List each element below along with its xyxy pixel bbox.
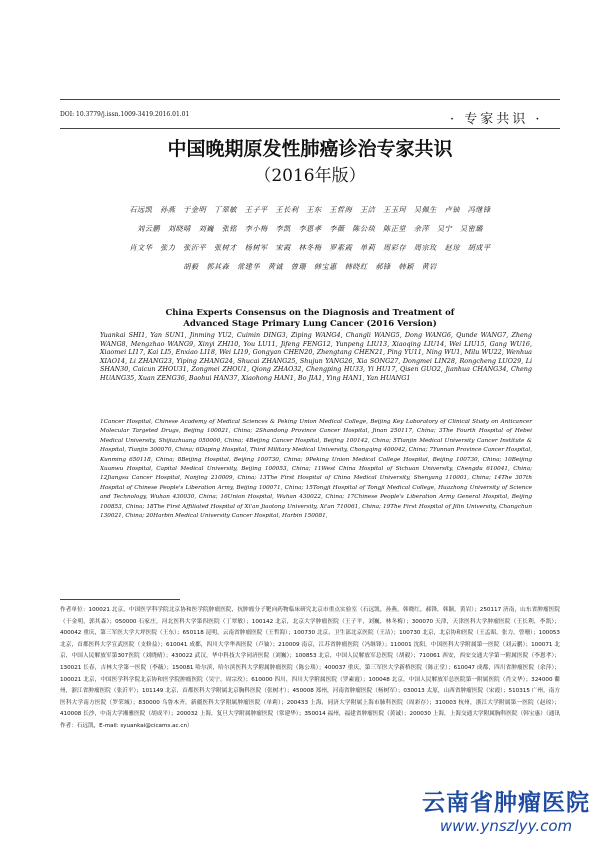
- authors-zh-line-2: 刘云鹏 刘晓晴 刘巍 张铭 李小梅 李凯 李恩孝 李薇 陈公琰 陈正堂 余萍 吴宁 吴密璐: [137, 224, 483, 233]
- article-edition-zh: （2016年版）: [254, 166, 366, 186]
- watermark: [404, 789, 608, 835]
- title-rule: [60, 128, 560, 129]
- authors-zh-line-1: 石远凯 孙燕 于金明 丁翠敏 王子平 王长利 王东 王哲海 王洁 王玉珂 吴佩生 卢铀 冯继锋: [129, 205, 491, 214]
- authors-zh-line-3: 肖文华 张力 张沂平 张树才 杨树军 宋霞 林冬梅 罗素霞 单莉 周彩存 周宗玫 赵琼 胡成平: [129, 243, 491, 252]
- affiliations-zh: 作者单位：100021 北京，中国医学科学院北京协和医学院肿瘤医院，抗肿瘤分子靶向药物临床研究北京市重点实验室（石远凯，孙燕，韩晓红，郝锋，韩颖，黄岩）；250117 济南，山东省肿瘤医院（于金明，郭其森）；050000 石家庄，河北医科大学第四医院（丁翠敏）；100142 北京，北京大学肿瘤医院（王子平，刘巍，林冬梅）；300070 天津，天津医科大学肿瘤医院（王长利，李凯）；400042 重庆，第三军医大学大坪医院（王东）；650118 昆明，云南省肿瘤医院（王哲海）；100730 北京，卫生部北京医院（王洁）；100730 北京，北京协和医院（王孟昭，张力，曾珊）；100053 北京，首都医科大学宣武医院（支修益）；610041 成都，四川大学华西医院（卢铀）；210009 南京，江苏省肿瘤医院（冯继锋）；110001 沈阳，中国医科大学附属第一医院（刘云鹏）；100071 北京，中国人民解放军第307医院（刘晓晴）；430022 武汉，华中科技大学同济医院（刘巍）；100853 北京，中国人民解放军总医院（胡毅）；710061 西安，西安交通大学第一附属医院（李恩孝）；130021 长春，吉林大学第一医院（李薇）；150081 哈尔滨，哈尔滨医科大学附属肿瘤医院（陈公琰）；400037 重庆，第三军医大学新桥医院（陈正堂）；610047 成都，四川省肿瘤医院（余萍）；100021 北京，中国医学科学院北京协和医学院肿瘤医院（吴宁，周宗玫）；610000 四川，四川大学附属医院（罗素霞）；100048 北京，中国人民解放军总医院第一附属医院（肖文华）；324000 衢州，浙江省肿瘤医院（张沂平）；101149 北京，首都医科大学附属北京胸科医院（张树才）；450008 郑州，河南省肿瘤医院（杨树军）；030013 太原，山西省肿瘤医院（宋霞）；510315 广州，南方医科大学南方医院（罗荣城）；830000 乌鲁木齐，新疆医科大学附属肿瘤医院（单莉）；200433 上海，同济大学附属上海市肺科医院（周彩存）；310003 杭州，浙江大学附属第一医院（赵琼）；410008 长沙，中南大学湘雅医院（胡成平）；200032 上海，复旦大学附属肿瘤医院（常建华）；350014 福州，福建省肿瘤医院（黄诚）；200030 上海，上海交通大学附属胸科医院（韩宝惠）（通讯作者：石远凯，E-mail: syuankai@cicams.ac.cn）: [60, 607, 560, 729]
- watermark-title: 云南省肿瘤医院: [422, 790, 590, 816]
- watermark-url: www.ynszlyy.com: [439, 817, 573, 835]
- doi: DOI: 10.3779/j.issn.1009-3419.2016.01.01: [60, 111, 190, 118]
- article-title-en-line-2: Advanced Stage Primary Lung Cancer (2016 Version): [183, 319, 437, 329]
- article-title-zh: 中国晚期原发性肺癌诊治专家共识: [167, 138, 453, 160]
- authors-en: Yuankai SHI1, Yan SUN1, Jinming YU2, Cuimin DING3, Ziping WANG4, Changli WANG5, Dong WANG6, Qunde WANG7, Zheng WANG8, Mengzhao WANG9, Xinyi ZHI10, You LU11, Jifeng FENG12, Yunpeng LIU13, Xiaoqing LIU14, Wei LIU15, Gang WU16, Xiaomei LI17, Kai LI5, Enxiao LI18, Wei LI19, Gongyan CHEN20, Zhengtang CHEN21, Ping YU11, Ning WU1, Milu WU22, Wenhua XIAO14, Li ZHANG23, Yiping ZHANG24, Shucai ZHANG25, Shujun YANG26, Xia SONG27, Dongmei LIN28, Rongcheng LUO29, Li SHAN30, Caicun ZHOU31, Zongmei ZHOU1, Qiong ZHAO32, Chengping HU33, Yi HU17, Qisen GUO2, Jianhua CHANG34, Cheng HUANG35, Xuan ZENG36, Baohui HAN37, Xiaohong HAN1, Bo JIA1, Ying HAN1, Yan HUANG1: [100, 331, 532, 382]
- header-rule: [60, 99, 560, 100]
- authors-zh-line-4: 胡毅 郭其森 常建华 黄诚 曾珊 韩宝惠 韩晓红 郝锋 韩颖 黄岩: [183, 262, 437, 271]
- affiliations-en: 1Cancer Hospital, Chinese Academy of Medical Sciences & Peking Union Medical College, Beijing Key Laboratory of Clinical Study on Anticancer Molecular Targeted Drugs, Beijing 100021, China; 2Shandong Province Cancer Hospital, Jinan 250117, China; 3The Fourth Hospital of Hebei Medical University, Shijiazhuang 050000, China; 4Beijing Cancer Hospital, Beijing 100142, China; 5Tianjin Medical University Cancer Institute & Hospital, Tianjin 300070, China; 6Daping Hospital, Third Military Medical University, Chongqing 400042, China; 7Yunnan Province Cancer Hospital, Kunming 650118, China; 8Beijing Hospital, Beijing 100730, China; 9Peking Union Medical College Hospital, Beijing 100730, China; 10Beijing Xuanwu Hospital, Capital Medical University, Beijing 100053, China; 11West China Hospital of Sichuan University, Chengdu 610041, China; 12Jiangsu Cancer Hospital, Nanjing 210009, China; 13The First Hospital of China Medical University, Shenyang 110001, China; 14The 307th Hospital of Chinese People's Liberation Army, Beijing 100071, China; 15Tongji Hospital of Tongji Medical College, Huazhong University of Science and Technology, Wuhan 430030, China; 16Union Hospital, Wuhan 430022, China; 17Chinese People's Liberation Army General Hospital, Beijing 100853, China; 18The First Affiliated Hospital of Xi'an Jiaotong University, Xi'an 710061, China; 19The First Hospital of Jilin University, Changchun 130021, China; 20Harbin Medical University Cancer Hospital, Harbin 150081,: [100, 419, 532, 520]
- column-label: · 专家共识 ·: [450, 112, 543, 127]
- footnote-rule: [60, 599, 180, 600]
- article-title-en-line-1: China Experts Consensus on the Diagnosis and Treatment of: [165, 308, 455, 318]
- article-title-en: [60, 308, 560, 330]
